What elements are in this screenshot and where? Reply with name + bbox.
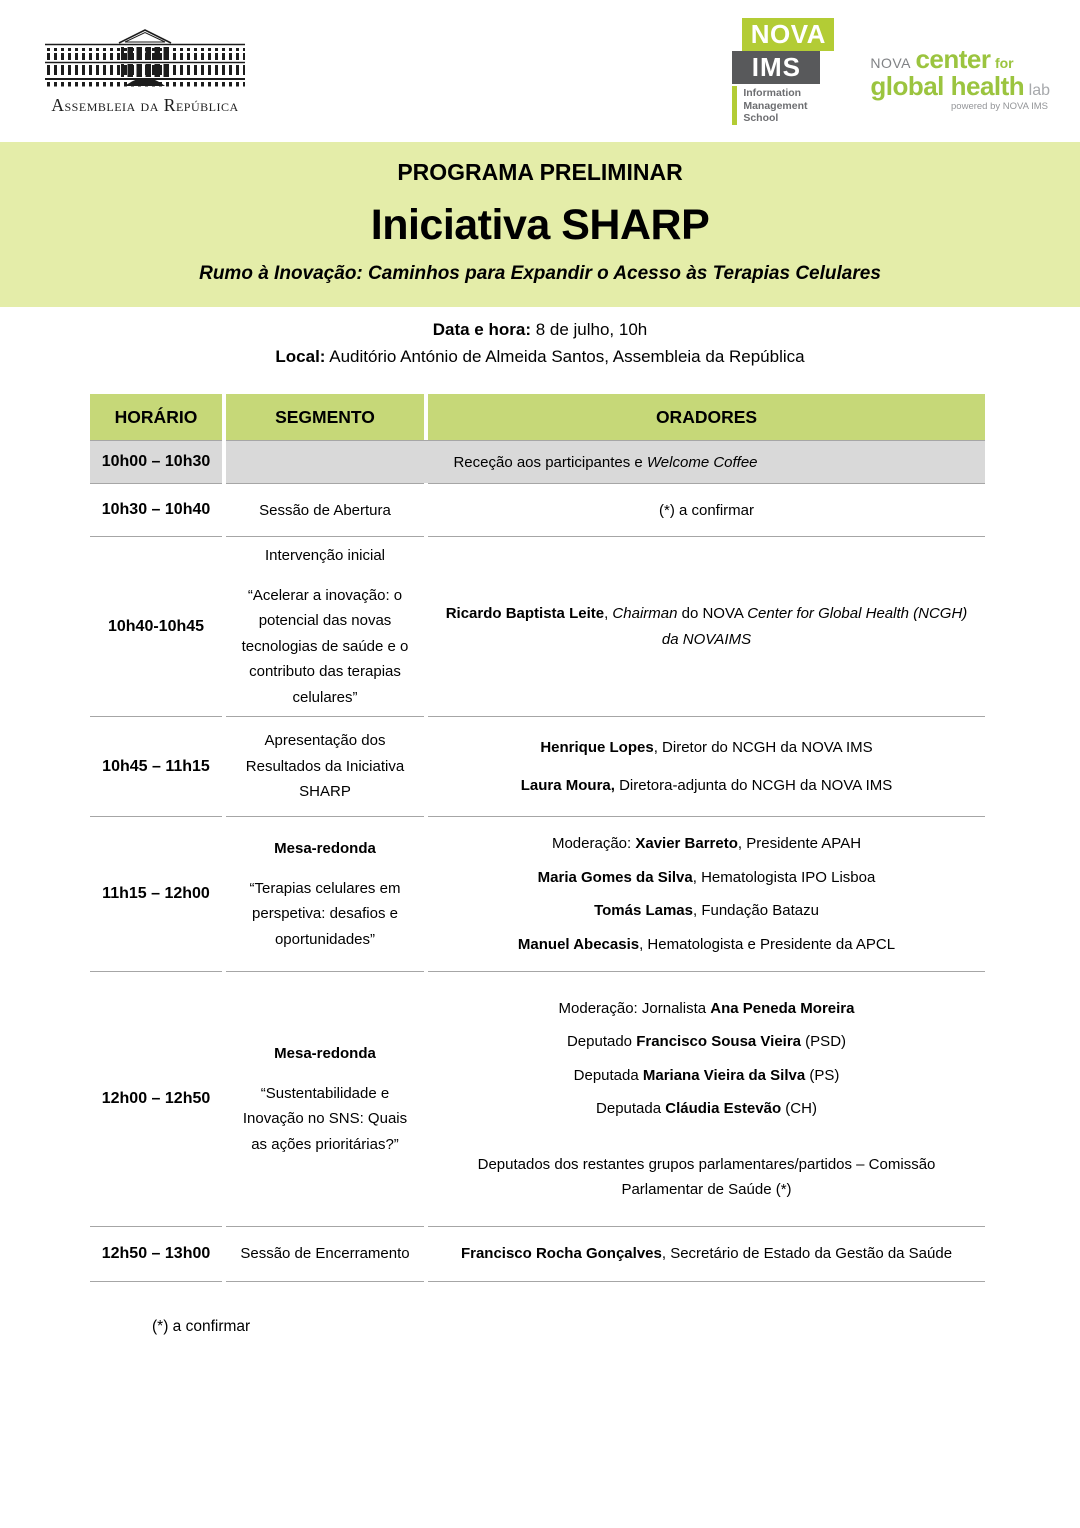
schedule-segment: Mesa-redonda “Sustentabilidade e Inovação no SNS: Quais as ações prioritárias?” <box>226 971 424 1226</box>
schedule-segment: Intervenção inicial “Acelerar a inovação: o potencial das novas tecnologias de saúde e o contributo das terapias celulares” <box>226 536 424 716</box>
speaker-line: Maria Gomes da Silva, Hematologista IPO Lisboa <box>537 868 876 886</box>
schedule-reception: Receção aos participantes e Welcome Coffee <box>226 440 985 483</box>
schedule-speakers: (*) a confirmar <box>428 483 985 536</box>
logo-header <box>0 0 1080 142</box>
event-date: Data e hora: 8 de julho, 10h <box>432 320 648 339</box>
confirmation-footnote: (*) a confirmar <box>152 1317 251 1335</box>
schedule-speakers <box>428 816 985 971</box>
speaker-line: Francisco Rocha Gonçalves, Secretário de Estado da Gestão da Saúde <box>460 1245 953 1262</box>
schedule-time: 10h00 – 10h30 <box>90 440 222 483</box>
page-subtitle: Rumo à Inovação: Caminhos para Expandir o Acesso às Terapias Celulares <box>199 263 881 284</box>
ims-school-caption: Information Management School <box>732 86 844 125</box>
speaker-line: Moderação: Xavier Barreto, Presidente APAH <box>551 835 862 852</box>
nova-logo-block: NOVA <box>742 18 834 51</box>
schedule-time: 12h50 – 13h00 <box>90 1226 222 1282</box>
schedule-table <box>90 394 985 1282</box>
schedule-speakers <box>428 1226 985 1282</box>
ncgh-line1: NOVA center for <box>870 44 1014 74</box>
schedule-segment: Apresentação dos Resultados da Iniciativa SHARP <box>226 716 424 816</box>
schedule-time: 12h00 – 12h50 <box>90 971 222 1226</box>
parliament-building-icon <box>45 28 245 88</box>
ncgh-line2: global health lab <box>870 70 1050 101</box>
ncgh-logo <box>870 46 1050 112</box>
speaker-line: Moderação: Jornalista Ana Peneda Moreira <box>558 999 855 1017</box>
column-header-segmento: SEGMENTO <box>226 394 424 440</box>
schedule-speakers <box>428 716 985 816</box>
schedule-speakers <box>428 971 985 1226</box>
speaker-line: Ricardo Baptista Leite, Chairman do NOVA Center for Global Health (NCGH) da NOVAIMS <box>445 605 968 648</box>
schedule-time: 10h30 – 10h40 <box>90 483 222 536</box>
ncgh-powered-by: powered by NOVA IMS <box>951 101 1048 113</box>
speaker-line: Henrique Lopes, Diretor do NCGH da NOVA IMS <box>540 739 873 756</box>
partner-logos <box>732 18 1050 125</box>
speaker-line: Deputados dos restantes grupos parlamentares/partidos – Comissão Parlamentar de Saúde (*) <box>477 1155 936 1198</box>
event-location: Local: Auditório António de Almeida Santos, Assembleia da República <box>275 347 805 366</box>
ims-logo-block: IMS <box>732 51 820 84</box>
speaker-line: Deputado Francisco Sousa Vieira (PSD) <box>566 1033 847 1050</box>
program-kicker: PROGRAMA PRELIMINAR <box>397 159 683 185</box>
title-banner <box>0 142 1080 307</box>
speaker-line: Laura Moura, Diretora-adjunta do NCGH da NOVA IMS <box>520 776 893 794</box>
assembleia-caption: Assembleia da República <box>51 95 239 115</box>
schedule-segment: Sessão de Encerramento <box>226 1226 424 1282</box>
schedule-time: 11h15 – 12h00 <box>90 816 222 971</box>
nova-ims-logo <box>732 18 844 125</box>
green-bar-icon <box>732 86 737 125</box>
column-header-horario: HORÁRIO <box>90 394 222 440</box>
schedule-segment: Sessão de Abertura <box>226 483 424 536</box>
speaker-line: Deputada Cláudia Estevão (CH) <box>596 1100 817 1117</box>
page-title: Iniciativa SHARP <box>370 201 710 249</box>
speaker-line: Tomás Lamas, Fundação Batazu <box>594 902 819 919</box>
speaker-line: Manuel Abecasis, Hematologista e Presidente da APCL <box>517 935 896 953</box>
assembleia-republica-logo <box>40 28 250 116</box>
schedule-time: 10h45 – 11h15 <box>90 716 222 816</box>
schedule-speakers <box>428 536 985 716</box>
speaker-line: Deputada Mariana Vieira da Silva (PS) <box>573 1066 840 1084</box>
column-header-oradores: ORADORES <box>428 394 985 440</box>
schedule-time: 10h40-10h45 <box>90 536 222 716</box>
schedule-segment: Mesa-redonda “Terapias celulares em perspetiva: desafios e oportunidades” <box>226 816 424 971</box>
event-meta <box>0 320 1080 367</box>
